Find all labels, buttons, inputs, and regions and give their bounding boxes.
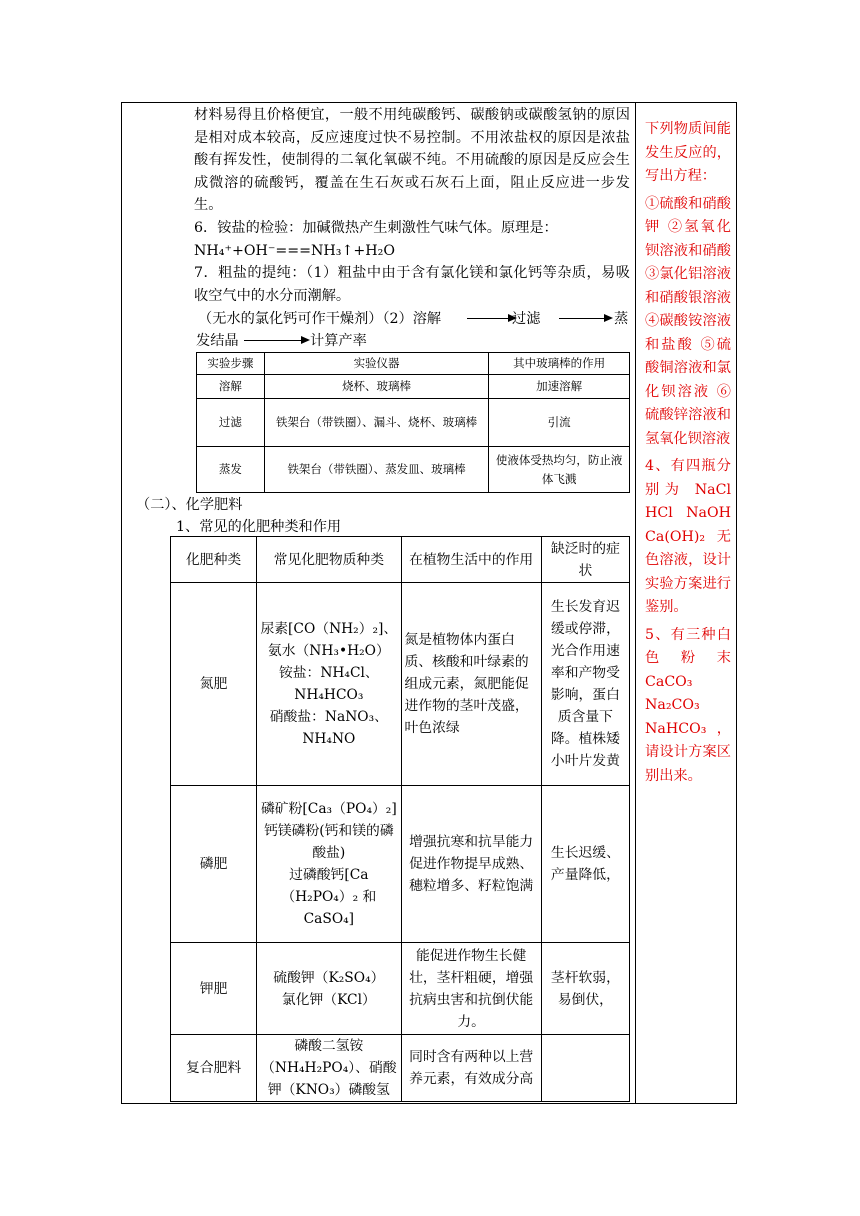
purification-table — [196, 352, 630, 493]
table1-cell: 蒸发 — [197, 447, 265, 493]
table1-header: 其中玻璃棒的作用 — [489, 353, 630, 375]
table1-cell: 铁架台（带铁圈）、蒸发皿、玻璃棒 — [264, 447, 488, 493]
fertilizer-role: 增强抗寒和抗旱能力促进作物提早成熟、穗粒增多、籽粒饱满 — [401, 786, 541, 943]
substance-line: 硫酸钾（K₂SO₄） — [273, 969, 385, 986]
subsection-title: 1、常见的化肥种类和作用 — [176, 519, 342, 535]
section-title: （二）、化学肥料 — [136, 497, 243, 513]
column-divider — [635, 102, 636, 1104]
fertilizer-role: 氮是植物体内蛋白质、核酸和叶绿素的组成元素，氮肥能促进作物的茎叶茂盛，叶色浓绿 — [401, 583, 541, 786]
substance-line: 氨水（NH₃•H₂O） — [267, 643, 390, 659]
paragraph-caco3: 材料易得且价格便宜，一般不用纯碳酸钙、碳酸钠或碳酸氢钠的原因是相对成本较高，反应速度过快不易控制。不用浓盐权的原因是浓盐酸有挥发性，使制得的二氧化氧碳不纯。不用硫酸的原因是反应会生成微溶的硫酸钙，覆盖在生石灰或石灰石上面，阻止反应进一步发生。 — [194, 107, 630, 214]
table2-header: 缺泛时的症状 — [541, 537, 629, 583]
table2-header: 化肥种类 — [171, 537, 257, 583]
fertilizer-kind: 氮肥 — [171, 583, 257, 786]
step-line-1a: （无水的氯化钙可作干燥剂）（2）溶解 — [198, 311, 442, 327]
arrow-right-icon — [559, 318, 611, 319]
table1-header: 实验仪器 — [264, 353, 488, 375]
fertilizer-substances — [257, 786, 401, 943]
arrow-right-icon — [244, 340, 308, 341]
substance-line: 氯化钾（KCl） — [281, 991, 376, 1008]
substance-line: 尿素[CO（NH₂）₂]、 — [260, 621, 398, 637]
step-line-1c: 蒸 — [614, 311, 629, 327]
main-content — [194, 104, 630, 307]
substance-line: 过磷酸钙[Ca（H₂PO₄）₂ 和 CaSO₄] — [281, 867, 377, 927]
table1-cell: 溶解 — [197, 375, 265, 399]
table1-cell: 铁架台（带铁圈）、漏斗、烧杯、玻璃棒 — [264, 399, 488, 447]
fertilizer-kind: 复合肥料 — [171, 1035, 257, 1102]
table1-cell: 过滤 — [197, 399, 265, 447]
paragraph-salt-purification: 7．粗盐的提纯：（1）粗盐中由于含有氯化镁和氯化钙等杂质，易吸收空气中的水分而潮解。 — [194, 265, 630, 304]
table2-header: 在植物生活中的作用 — [401, 537, 541, 583]
fertilizer-symptom: 生长迟缓、产量降低， — [541, 786, 629, 943]
ammonium-equation: NH₄⁺+OH⁻===NH₃↑+H₂O — [194, 242, 395, 259]
side-exercises — [645, 118, 731, 792]
fertilizer-substances — [257, 1035, 401, 1102]
table1-cell: 烧杯、玻璃棒 — [264, 375, 488, 399]
exercise-5: 5、有三种白色粉末 CaCO₃ Na₂CO₃ NaHCO₃，请设计方案区别出来。 — [645, 626, 731, 784]
table2-header: 常见化肥物质种类 — [257, 537, 401, 583]
substance-line: 硝酸盐：NaNO₃、NH₄NO — [269, 709, 388, 747]
table1-cell: 加速溶解 — [489, 375, 630, 399]
table1-cell: 引流 — [489, 399, 630, 447]
fertilizer-substances — [257, 583, 401, 786]
arrow-right-icon — [467, 318, 515, 319]
table1-header: 实验步骤 — [197, 353, 265, 375]
exercise-4: 4、有四瓶分别为 NaCl HCl NaOH Ca(OH)₂ 无色溶液，设计实验方案进行鉴别。 — [645, 458, 731, 615]
substance-line: 铵盐：NH₄Cl、NH₄HCO₃ — [278, 665, 379, 703]
fertilizer-kind: 磷肥 — [171, 786, 257, 943]
fertilizer-symptom: 生长发育迟缓或停滞，光合作用速率和产物受影响，蛋白质含量下降。植株矮小叶片发黄 — [541, 583, 629, 786]
step-line-2b: 计算产率 — [310, 333, 367, 349]
fertilizer-role: 同时含有两种以上营养元素，有效成分高 — [401, 1035, 541, 1102]
substance-line: 磷酸二氢铵（NH₄H₂PO₄）、硝酸钾（KNO₃）磷酸氢 — [261, 1038, 397, 1098]
substance-line: 磷矿粉[Ca₃（PO₄）₂] — [260, 801, 397, 817]
fertilizer-substances — [257, 943, 401, 1035]
fertilizer-symptom: 茎杆软弱，易倒伏， — [541, 943, 629, 1035]
paragraph-ammonium-test: 6．铵盐的检验：加碱微热产生刺激性气味气体。原理是： — [194, 219, 558, 236]
exercise-3-items: ①硫酸和硝酸钾 ②氢氧化钡溶液和硝酸 ③氯化铝溶液和硝酸银溶液 ④碳酸铵溶液和盐酸 ⑤硫酸铜溶液和氯化钡溶液 ⑥硫酸锌溶液和氢氧化钡溶液 — [645, 195, 731, 447]
fertilizer-table — [170, 536, 630, 1102]
fertilizer-kind: 钾肥 — [171, 943, 257, 1035]
step-line-2a: 发结晶 — [196, 333, 239, 349]
exercise-3-prompt: 下列物质间能发生反应的，写出方程： — [645, 121, 731, 184]
fertilizer-symptom — [541, 1035, 629, 1102]
fertilizer-role: 能促进作物生长健壮，茎杆粗硬，增强抗病虫害和抗倒伏能力。 — [401, 943, 541, 1035]
substance-line: 钙镁磷粉(钙和镁的磷酸盐) — [264, 823, 394, 861]
table1-cell: 使液体受热均匀，防止液体飞溅 — [489, 447, 630, 493]
step-line-1b: 过滤 — [512, 311, 541, 327]
